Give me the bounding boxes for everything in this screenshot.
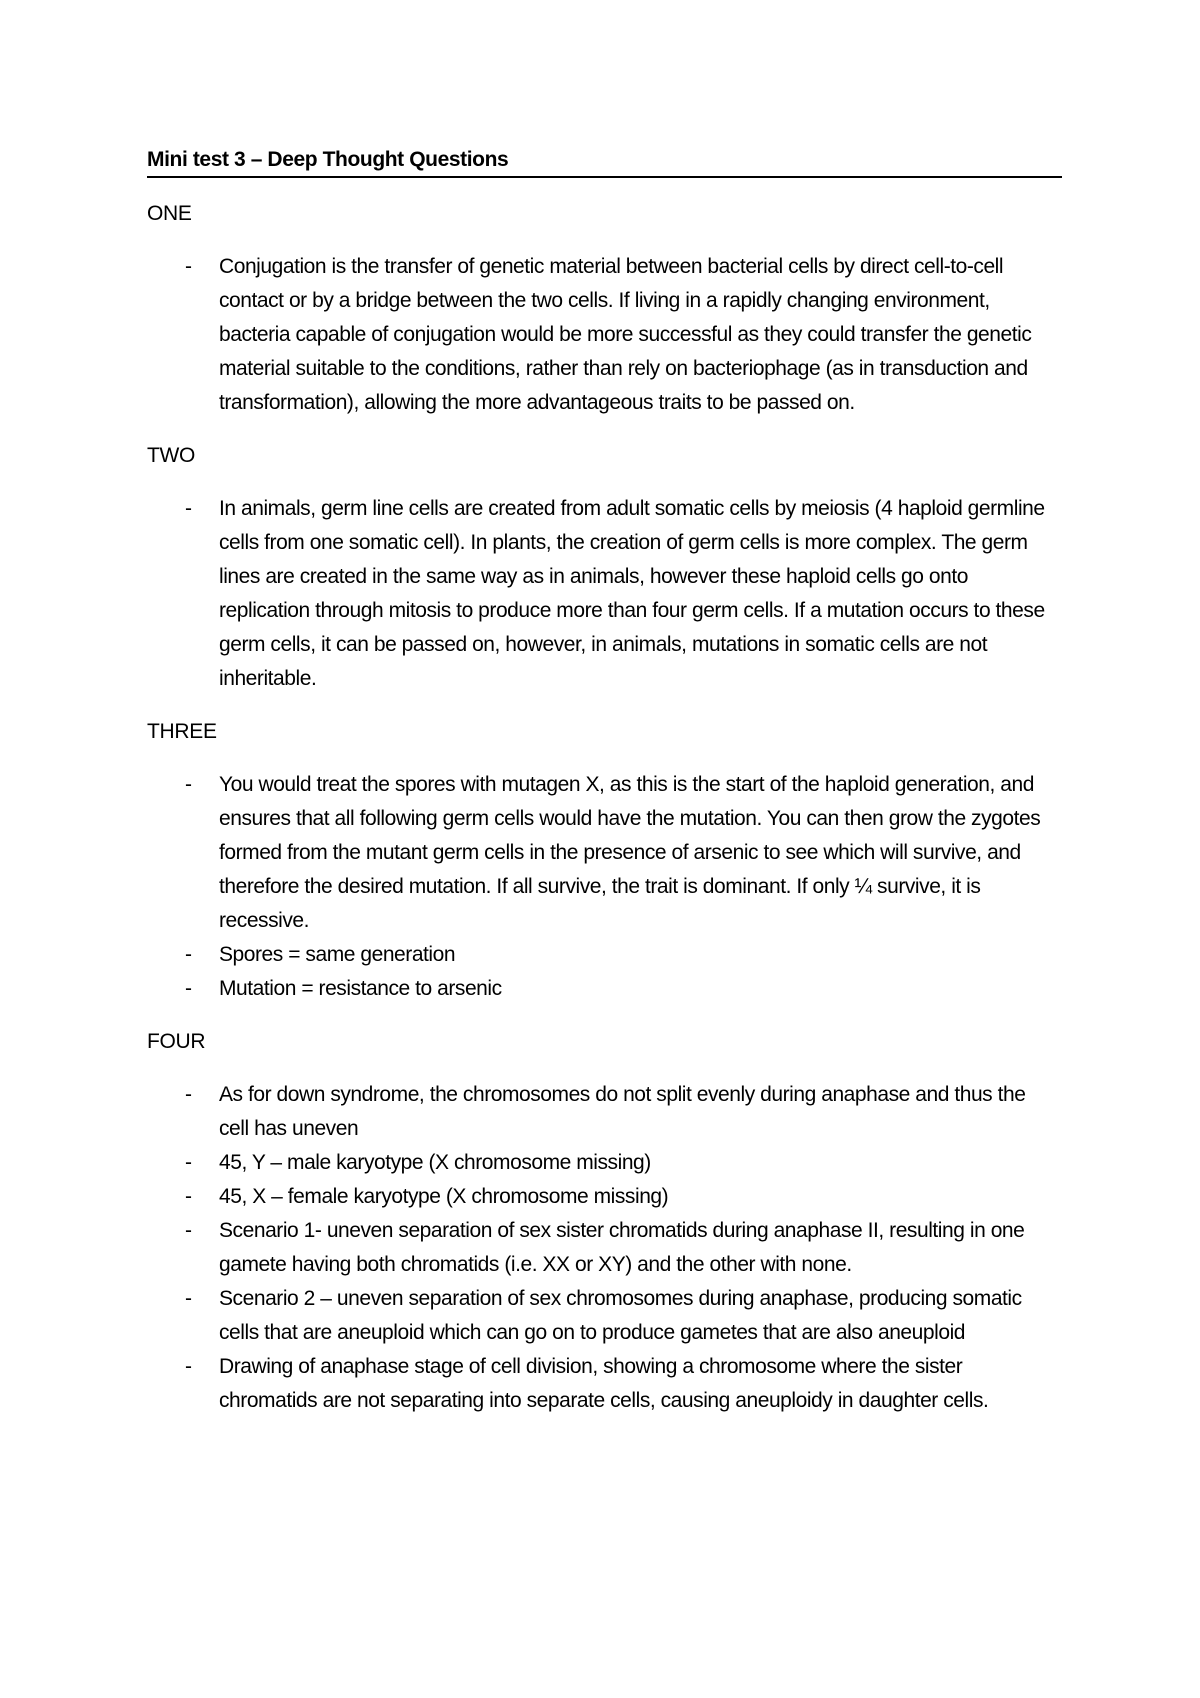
section-four [147,1028,1062,1418]
answer-text: 45, Y – male karyotype (X chromosome missing) [219,1151,651,1174]
bullet-dash: - [185,773,192,796]
answer-text: In animals, germ line cells are created from adult somatic cells by meiosis (4 haploid germline cells from one somatic cell). In plants, the creation of germ cells is more complex. The germ lines are created in the same way as in animals, however these haploid cells go onto replication through mitosis to produce more than four germ cells. If a mutation occurs to these germ cells, it can be passed on, however, in animals, mutations in somatic cells are not inheritable. [219,497,1045,690]
answer-list [147,250,1062,420]
bullet-dash: - [185,1185,192,1208]
bullet-dash: - [185,497,192,520]
section-heading: ONE [147,202,192,225]
list-item [147,972,1059,1006]
answer-text: Mutation = resistance to arsenic [219,977,502,1000]
bullet-dash: - [185,1287,192,1310]
answer-text: Drawing of anaphase stage of cell division, showing a chromosome where the sister chromatids are not separating into separate cells, causing aneuploidy in daughter cells. [219,1355,989,1412]
list-item [147,938,1059,972]
bullet-dash: - [185,1219,192,1242]
list-item [147,1282,1059,1350]
document-title: Mini test 3 – Deep Thought Questions [147,146,1062,178]
list-item [147,1078,1059,1146]
answer-text: Scenario 1- uneven separation of sex sister chromatids during anaphase II, resulting in one gamete having both chromatids (i.e. XX or XY) and the other with none. [219,1219,1025,1276]
section-two [147,442,1062,696]
bullet-dash: - [185,1151,192,1174]
document-content [147,146,1062,1418]
answer-list [147,1078,1062,1418]
section-heading: TWO [147,444,196,467]
answer-list [147,768,1062,1006]
list-item [147,250,1059,420]
answer-list [147,492,1062,696]
list-item [147,1146,1059,1180]
answer-text: 45, X – female karyotype (X chromosome missing) [219,1185,669,1208]
bullet-dash: - [185,977,192,1000]
answer-text: Conjugation is the transfer of genetic material between bacterial cells by direct cell-to-cell contact or by a bridge between the two cells. If living in a rapidly changing environment, bacteria capable of conjugation would be more successful as they could transfer the genetic material suitable to the conditions, rather than rely on bacteriophage (as in transduction and transformation), allowing the more advantageous traits to be passed on. [219,255,1032,414]
bullet-dash: - [185,255,192,278]
section-one [147,200,1062,420]
section-heading: FOUR [147,1030,206,1053]
list-item [147,1214,1059,1282]
bullet-dash: - [185,943,192,966]
list-item [147,1180,1059,1214]
list-item [147,768,1059,938]
list-item [147,492,1059,696]
answer-text: You would treat the spores with mutagen X, as this is the start of the haploid generation, and ensures that all following germ cells would have the mutation. You can then grow the zygotes formed from the mutant germ cells in the presence of arsenic to see which will survive, and therefore the desired mutation. If all survive, the trait is dominant. If only ¼ survive, it is recessive. [219,773,1041,932]
bullet-dash: - [185,1355,192,1378]
answer-text: Spores = same generation [219,943,456,966]
answer-text: Scenario 2 – uneven separation of sex chromosomes during anaphase, producing somatic cells that are aneuploid which can go on to produce gametes that are also aneuploid [219,1287,1022,1344]
list-item [147,1350,1059,1418]
answer-text: As for down syndrome, the chromosomes do not split evenly during anaphase and thus the cell has uneven [219,1083,1026,1140]
section-three [147,718,1062,1006]
bullet-dash: - [185,1083,192,1106]
section-heading: THREE [147,720,217,743]
